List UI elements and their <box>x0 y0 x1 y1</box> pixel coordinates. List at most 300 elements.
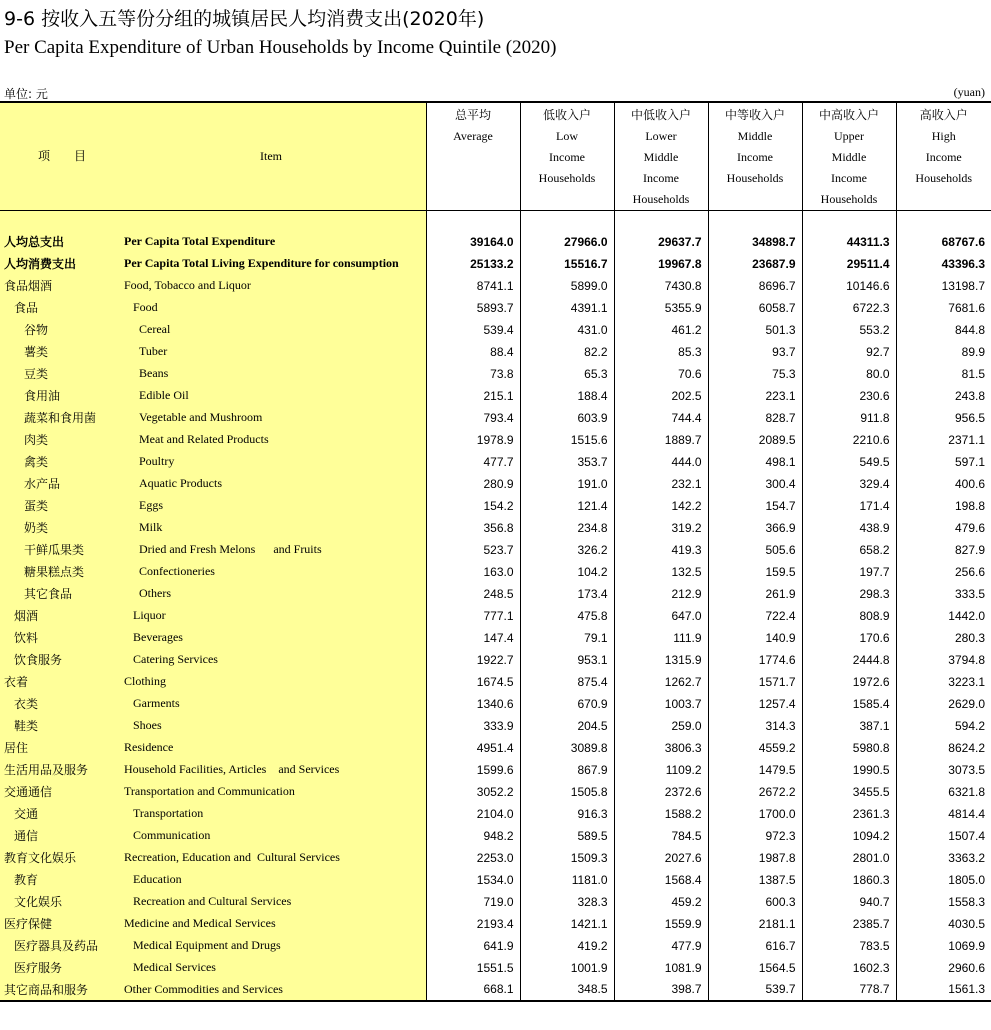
row-label-en: Edible Oil <box>124 385 426 407</box>
value-cell: 2104.0 <box>426 803 520 825</box>
value-cell: 198.8 <box>896 495 991 517</box>
table-row <box>0 605 991 627</box>
column-header: 高收入户 High Income Households <box>896 102 991 211</box>
value-cell: 15516.7 <box>520 253 614 275</box>
value-cell: 3223.1 <box>896 671 991 693</box>
row-label-cn: 水产品 <box>0 473 124 495</box>
value-cell: 719.0 <box>426 891 520 913</box>
value-cell: 1860.3 <box>802 869 896 891</box>
value-cell: 777.1 <box>426 605 520 627</box>
row-label-en: Dried and Fresh Melons and Fruits <box>124 539 426 561</box>
value-cell: 387.1 <box>802 715 896 737</box>
value-cell: 1568.4 <box>614 869 708 891</box>
value-cell: 1387.5 <box>708 869 802 891</box>
value-cell: 553.2 <box>802 319 896 341</box>
value-cell: 1094.2 <box>802 825 896 847</box>
table-row <box>0 495 991 517</box>
value-cell: 171.4 <box>802 495 896 517</box>
value-cell: 827.9 <box>896 539 991 561</box>
value-cell: 722.4 <box>708 605 802 627</box>
value-cell: 523.7 <box>426 539 520 561</box>
row-label-cn: 衣类 <box>0 693 124 715</box>
unit-label-en: (yuan) <box>953 85 985 99</box>
value-cell: 170.6 <box>802 627 896 649</box>
value-cell: 477.7 <box>426 451 520 473</box>
value-cell: 2210.6 <box>802 429 896 451</box>
value-cell: 234.8 <box>520 517 614 539</box>
row-label-cn: 肉类 <box>0 429 124 451</box>
value-cell: 501.3 <box>708 319 802 341</box>
value-cell: 2371.1 <box>896 429 991 451</box>
row-label-cn: 医疗保健 <box>0 913 124 935</box>
value-cell: 778.7 <box>802 979 896 1001</box>
row-label-en: Food, Tobacco and Liquor <box>124 275 426 297</box>
value-cell: 2089.5 <box>708 429 802 451</box>
value-cell: 348.5 <box>520 979 614 1001</box>
table-row <box>0 341 991 363</box>
table-row <box>0 407 991 429</box>
value-cell: 366.9 <box>708 517 802 539</box>
value-cell: 159.5 <box>708 561 802 583</box>
row-label-en: Poultry <box>124 451 426 473</box>
value-cell: 940.7 <box>802 891 896 913</box>
value-cell: 314.3 <box>708 715 802 737</box>
value-cell: 261.9 <box>708 583 802 605</box>
value-cell: 92.7 <box>802 341 896 363</box>
value-cell: 39164.0 <box>426 231 520 253</box>
value-cell: 191.0 <box>520 473 614 495</box>
value-cell: 1262.7 <box>614 671 708 693</box>
value-cell: 475.8 <box>520 605 614 627</box>
value-cell: 223.1 <box>708 385 802 407</box>
value-cell: 80.0 <box>802 363 896 385</box>
table-row <box>0 451 991 473</box>
value-cell: 333.9 <box>426 715 520 737</box>
row-label-cn: 烟酒 <box>0 605 124 627</box>
value-cell: 280.3 <box>896 627 991 649</box>
value-cell: 1922.7 <box>426 649 520 671</box>
value-cell: 280.9 <box>426 473 520 495</box>
value-cell: 1559.9 <box>614 913 708 935</box>
value-cell: 10146.6 <box>802 275 896 297</box>
value-cell: 215.1 <box>426 385 520 407</box>
value-cell: 1805.0 <box>896 869 991 891</box>
table-row <box>0 561 991 583</box>
value-cell: 956.5 <box>896 407 991 429</box>
value-cell: 75.3 <box>708 363 802 385</box>
value-cell: 23687.9 <box>708 253 802 275</box>
value-cell: 875.4 <box>520 671 614 693</box>
value-cell: 89.9 <box>896 341 991 363</box>
value-cell: 1558.3 <box>896 891 991 913</box>
value-cell: 539.7 <box>708 979 802 1001</box>
value-cell: 65.3 <box>520 363 614 385</box>
value-cell: 1987.8 <box>708 847 802 869</box>
value-cell: 1421.1 <box>520 913 614 935</box>
row-label-cn: 蔬菜和食用菌 <box>0 407 124 429</box>
value-cell: 1534.0 <box>426 869 520 891</box>
row-label-cn: 食用油 <box>0 385 124 407</box>
value-cell: 212.9 <box>614 583 708 605</box>
table-title-en: Per Capita Expenditure of Urban Households by Income Quintile (2020) <box>4 37 557 58</box>
value-cell: 1564.5 <box>708 957 802 979</box>
value-cell: 111.9 <box>614 627 708 649</box>
value-cell: 793.4 <box>426 407 520 429</box>
value-cell: 2629.0 <box>896 693 991 715</box>
value-cell: 3363.2 <box>896 847 991 869</box>
value-cell: 2372.6 <box>614 781 708 803</box>
value-cell: 419.3 <box>614 539 708 561</box>
row-label-en: Confectioneries <box>124 561 426 583</box>
value-cell: 5899.0 <box>520 275 614 297</box>
value-cell: 3073.5 <box>896 759 991 781</box>
value-cell: 4030.5 <box>896 913 991 935</box>
value-cell: 911.8 <box>802 407 896 429</box>
value-cell: 44311.3 <box>802 231 896 253</box>
table-row <box>0 539 991 561</box>
value-cell: 121.4 <box>520 495 614 517</box>
row-label-en: Food <box>124 297 426 319</box>
value-cell: 104.2 <box>520 561 614 583</box>
value-cell: 259.0 <box>614 715 708 737</box>
row-label-cn: 人均消费支出 <box>0 253 124 275</box>
row-label-cn: 其它商品和服务 <box>0 979 124 1001</box>
row-label-en: Beans <box>124 363 426 385</box>
row-label-en: Catering Services <box>124 649 426 671</box>
value-cell: 319.2 <box>614 517 708 539</box>
row-label-cn: 饮食服务 <box>0 649 124 671</box>
value-cell: 597.1 <box>896 451 991 473</box>
value-cell: 188.4 <box>520 385 614 407</box>
value-cell: 1442.0 <box>896 605 991 627</box>
value-cell: 5893.7 <box>426 297 520 319</box>
table-row <box>0 825 991 847</box>
table-row <box>0 253 991 275</box>
value-cell: 1889.7 <box>614 429 708 451</box>
value-cell: 398.7 <box>614 979 708 1001</box>
value-cell: 477.9 <box>614 935 708 957</box>
value-cell: 1069.9 <box>896 935 991 957</box>
table-row <box>0 913 991 935</box>
row-label-cn: 教育文化娱乐 <box>0 847 124 869</box>
value-cell: 333.5 <box>896 583 991 605</box>
value-cell: 4559.2 <box>708 737 802 759</box>
value-cell: 2444.8 <box>802 649 896 671</box>
value-cell: 670.9 <box>520 693 614 715</box>
value-cell: 3052.2 <box>426 781 520 803</box>
table-row <box>0 627 991 649</box>
value-cell: 202.5 <box>614 385 708 407</box>
table-row <box>0 275 991 297</box>
row-label-cn: 食品烟酒 <box>0 275 124 297</box>
value-cell: 8696.7 <box>708 275 802 297</box>
value-cell: 5355.9 <box>614 297 708 319</box>
value-cell: 73.8 <box>426 363 520 385</box>
table-title-cn: 9-6 按收入五等份分组的城镇居民人均消费支出(2020年) <box>4 8 485 30</box>
table-row <box>0 693 991 715</box>
value-cell: 232.1 <box>614 473 708 495</box>
value-cell: 1479.5 <box>708 759 802 781</box>
table-row <box>0 363 991 385</box>
table-body <box>0 211 991 1001</box>
value-cell: 505.6 <box>708 539 802 561</box>
row-label-cn: 文化娱乐 <box>0 891 124 913</box>
value-cell: 1674.5 <box>426 671 520 693</box>
value-cell: 154.2 <box>426 495 520 517</box>
value-cell: 479.6 <box>896 517 991 539</box>
value-cell: 600.3 <box>708 891 802 913</box>
value-cell: 6321.8 <box>896 781 991 803</box>
row-label-en: Transportation <box>124 803 426 825</box>
table-row <box>0 737 991 759</box>
row-label-en: Communication <box>124 825 426 847</box>
row-label-cn: 衣着 <box>0 671 124 693</box>
value-cell: 2253.0 <box>426 847 520 869</box>
value-cell: 461.2 <box>614 319 708 341</box>
value-cell: 2385.7 <box>802 913 896 935</box>
value-cell: 431.0 <box>520 319 614 341</box>
value-cell: 1561.3 <box>896 979 991 1001</box>
row-label-en: Medical Equipment and Drugs <box>124 935 426 957</box>
row-label-en: Per Capita Total Living Expenditure for consumption <box>124 253 426 275</box>
row-label-cn: 医疗服务 <box>0 957 124 979</box>
value-cell: 1571.7 <box>708 671 802 693</box>
value-cell: 1509.3 <box>520 847 614 869</box>
value-cell: 1588.2 <box>614 803 708 825</box>
value-cell: 256.6 <box>896 561 991 583</box>
value-cell: 19967.8 <box>614 253 708 275</box>
value-cell: 34898.7 <box>708 231 802 253</box>
row-label-cn: 教育 <box>0 869 124 891</box>
value-cell: 356.8 <box>426 517 520 539</box>
row-label-en: Residence <box>124 737 426 759</box>
column-header: 总平均 Average <box>426 102 520 211</box>
row-label-cn: 交通通信 <box>0 781 124 803</box>
value-cell: 603.9 <box>520 407 614 429</box>
row-label-cn: 谷物 <box>0 319 124 341</box>
row-label-en: Other Commodities and Services <box>124 979 426 1001</box>
row-label-en: Garments <box>124 693 426 715</box>
row-label-en: Recreation, Education and Cultural Services <box>124 847 426 869</box>
value-cell: 29637.7 <box>614 231 708 253</box>
value-cell: 2361.3 <box>802 803 896 825</box>
table-row <box>0 979 991 1001</box>
value-cell: 1700.0 <box>708 803 802 825</box>
value-cell: 1585.4 <box>802 693 896 715</box>
row-label-cn: 通信 <box>0 825 124 847</box>
row-label-cn: 蛋类 <box>0 495 124 517</box>
value-cell: 1978.9 <box>426 429 520 451</box>
row-label-en: Education <box>124 869 426 891</box>
value-cell: 1551.5 <box>426 957 520 979</box>
row-label-en: Medicine and Medical Services <box>124 913 426 935</box>
row-label-cn: 交通 <box>0 803 124 825</box>
value-cell: 1972.6 <box>802 671 896 693</box>
item-header-en: Item <box>124 102 426 211</box>
value-cell: 329.4 <box>802 473 896 495</box>
row-label-en: Per Capita Total Expenditure <box>124 231 426 253</box>
spacer-row <box>0 211 991 231</box>
value-cell: 7430.8 <box>614 275 708 297</box>
value-cell: 4951.4 <box>426 737 520 759</box>
table-row <box>0 803 991 825</box>
table-row <box>0 847 991 869</box>
value-cell: 3806.3 <box>614 737 708 759</box>
value-cell: 916.3 <box>520 803 614 825</box>
unit-label-cn: 单位: 元 <box>4 87 48 101</box>
value-cell: 1315.9 <box>614 649 708 671</box>
value-cell: 1109.2 <box>614 759 708 781</box>
value-cell: 844.8 <box>896 319 991 341</box>
value-cell: 784.5 <box>614 825 708 847</box>
table-row <box>0 649 991 671</box>
value-cell: 8624.2 <box>896 737 991 759</box>
row-label-en: Aquatic Products <box>124 473 426 495</box>
value-cell: 68767.6 <box>896 231 991 253</box>
row-label-en: Vegetable and Mushroom <box>124 407 426 429</box>
row-label-en: Liquor <box>124 605 426 627</box>
value-cell: 173.4 <box>520 583 614 605</box>
value-cell: 7681.6 <box>896 297 991 319</box>
value-cell: 1001.9 <box>520 957 614 979</box>
value-cell: 972.3 <box>708 825 802 847</box>
value-cell: 8741.1 <box>426 275 520 297</box>
value-cell: 616.7 <box>708 935 802 957</box>
value-cell: 82.2 <box>520 341 614 363</box>
table-row <box>0 869 991 891</box>
value-cell: 2027.6 <box>614 847 708 869</box>
row-label-en: Medical Services <box>124 957 426 979</box>
value-cell: 163.0 <box>426 561 520 583</box>
table-row <box>0 583 991 605</box>
row-label-en: Shoes <box>124 715 426 737</box>
row-label-cn: 其它食品 <box>0 583 124 605</box>
value-cell: 140.9 <box>708 627 802 649</box>
column-header: 低收入户 Low Income Households <box>520 102 614 211</box>
row-label-en: Clothing <box>124 671 426 693</box>
value-cell: 6058.7 <box>708 297 802 319</box>
value-cell: 1602.3 <box>802 957 896 979</box>
table-row <box>0 473 991 495</box>
value-cell: 1507.4 <box>896 825 991 847</box>
value-cell: 594.2 <box>896 715 991 737</box>
value-cell: 744.4 <box>614 407 708 429</box>
row-label-en: Meat and Related Products <box>124 429 426 451</box>
row-label-cn: 居住 <box>0 737 124 759</box>
table-row <box>0 671 991 693</box>
value-cell: 13198.7 <box>896 275 991 297</box>
value-cell: 230.6 <box>802 385 896 407</box>
value-cell: 6722.3 <box>802 297 896 319</box>
table-row <box>0 231 991 253</box>
value-cell: 3089.8 <box>520 737 614 759</box>
value-cell: 419.2 <box>520 935 614 957</box>
value-cell: 1515.6 <box>520 429 614 451</box>
value-cell: 647.0 <box>614 605 708 627</box>
value-cell: 953.1 <box>520 649 614 671</box>
table-row <box>0 429 991 451</box>
value-cell: 2672.2 <box>708 781 802 803</box>
expenditure-table <box>0 101 991 1002</box>
value-cell: 204.5 <box>520 715 614 737</box>
value-cell: 549.5 <box>802 451 896 473</box>
value-cell: 589.5 <box>520 825 614 847</box>
row-label-cn: 食品 <box>0 297 124 319</box>
value-cell: 29511.4 <box>802 253 896 275</box>
row-label-cn: 禽类 <box>0 451 124 473</box>
value-cell: 1081.9 <box>614 957 708 979</box>
value-cell: 43396.3 <box>896 253 991 275</box>
value-cell: 948.2 <box>426 825 520 847</box>
value-cell: 1340.6 <box>426 693 520 715</box>
value-cell: 300.4 <box>708 473 802 495</box>
value-cell: 1505.8 <box>520 781 614 803</box>
column-header: 中等收入户 Middle Income Households <box>708 102 802 211</box>
value-cell: 248.5 <box>426 583 520 605</box>
value-cell: 197.7 <box>802 561 896 583</box>
row-label-en: Transportation and Communication <box>124 781 426 803</box>
item-header-cn: 项 目 <box>0 102 124 211</box>
value-cell: 539.4 <box>426 319 520 341</box>
table-row <box>0 319 991 341</box>
value-cell: 2181.1 <box>708 913 802 935</box>
value-cell: 154.7 <box>708 495 802 517</box>
value-cell: 85.3 <box>614 341 708 363</box>
table-row <box>0 781 991 803</box>
row-label-cn: 饮料 <box>0 627 124 649</box>
value-cell: 353.7 <box>520 451 614 473</box>
value-cell: 783.5 <box>802 935 896 957</box>
table-row <box>0 297 991 319</box>
value-cell: 298.3 <box>802 583 896 605</box>
table-row <box>0 759 991 781</box>
value-cell: 328.3 <box>520 891 614 913</box>
value-cell: 459.2 <box>614 891 708 913</box>
value-cell: 1181.0 <box>520 869 614 891</box>
value-cell: 79.1 <box>520 627 614 649</box>
table-row <box>0 957 991 979</box>
row-label-cn: 干鲜瓜果类 <box>0 539 124 561</box>
value-cell: 444.0 <box>614 451 708 473</box>
row-label-cn: 豆类 <box>0 363 124 385</box>
value-cell: 27966.0 <box>520 231 614 253</box>
row-label-cn: 薯类 <box>0 341 124 363</box>
value-cell: 2193.4 <box>426 913 520 935</box>
row-label-en: Beverages <box>124 627 426 649</box>
value-cell: 3794.8 <box>896 649 991 671</box>
table-row <box>0 385 991 407</box>
value-cell: 2960.6 <box>896 957 991 979</box>
value-cell: 438.9 <box>802 517 896 539</box>
value-cell: 668.1 <box>426 979 520 1001</box>
column-header: 中高收入户 Upper Middle Income Households <box>802 102 896 211</box>
value-cell: 243.8 <box>896 385 991 407</box>
row-label-cn: 奶类 <box>0 517 124 539</box>
value-cell: 658.2 <box>802 539 896 561</box>
value-cell: 88.4 <box>426 341 520 363</box>
value-cell: 2801.0 <box>802 847 896 869</box>
table-row <box>0 935 991 957</box>
value-cell: 147.4 <box>426 627 520 649</box>
value-cell: 4814.4 <box>896 803 991 825</box>
row-label-en: Milk <box>124 517 426 539</box>
value-cell: 1599.6 <box>426 759 520 781</box>
value-cell: 70.6 <box>614 363 708 385</box>
value-cell: 641.9 <box>426 935 520 957</box>
value-cell: 828.7 <box>708 407 802 429</box>
row-label-en: Cereal <box>124 319 426 341</box>
table-row <box>0 891 991 913</box>
